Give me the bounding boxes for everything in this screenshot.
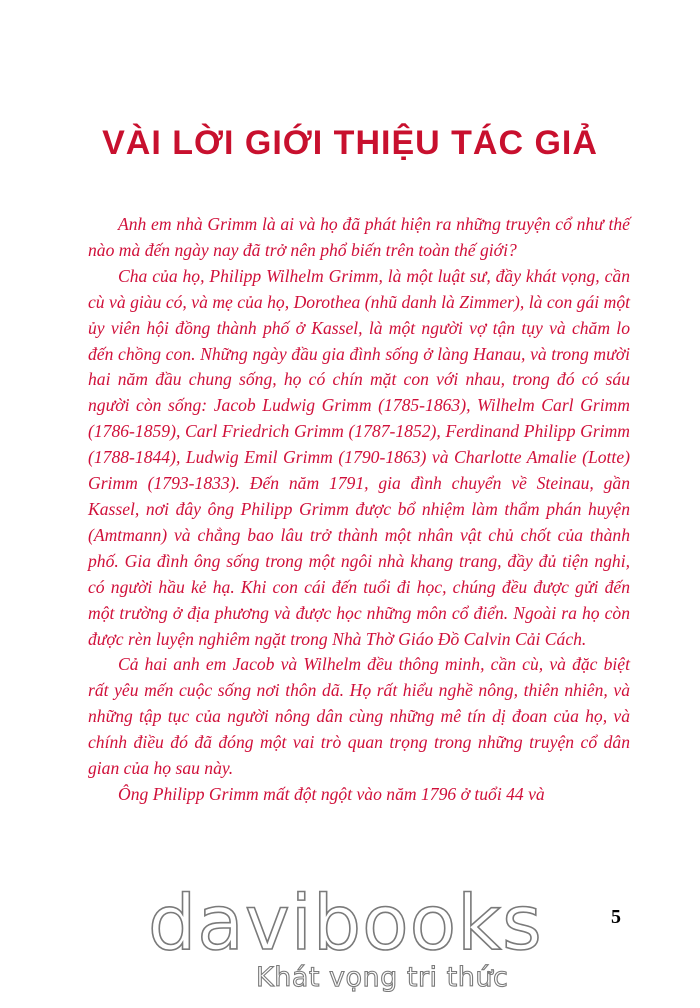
paragraph-3: Cả hai anh em Jacob và Wilhelm đều thông minh, cần cù, và đặc biệt rất yêu mến cuộc sống nơi thôn dã. Họ rất hiểu nghề nông, thiên nhiên, và những tập tục của người nông dân cùng những mê tín dị đoan của họ, và chính điều đó đã đóng một vai trò quan trọng trong những truyện cổ dân gian của họ sau này. [88,654,630,779]
paragraph-2: Cha của họ, Philipp Wilhelm Grimm, là một luật sư, đầy khát vọng, cần cù và giàu có, và mẹ của họ, Dorothea (nhũ danh là Zimmer), là con gái một ủy viên hội đồng thành phố ở Kassel, là một người vợ tận tụy và chăm lo đến chồng con. Những ngày đầu gia đình sống ở làng Hanau, và trong mười hai năm đầu chung sống, họ có chín mặt con với nhau, trong đó có sáu người còn sống: Jacob Ludwig Grimm (1785-1863), Wilhelm Carl Grimm (1786-1859), Carl Friedrich Grimm (1787-1852), Ferdinand Philipp Grimm (1788-1844), Ludwig Emil Grimm (1790-1863) và Charlotte Amalie (Lotte) Grimm (1793-1833). Đến năm 1791, gia đình chuyển về Steinau, gần Kassel, nơi đây ông Philipp Grimm được bổ nhiệm làm thẩm phán huyện (Amtmann) và chẳng bao lâu trở thành một nhân vật chủ chốt của thành phố. Gia đình ông sống trong một ngôi nhà khang trang, đầy đủ tiện nghi, có người hầu kẻ hạ. Khi con cái đến tuổi đi học, chúng đều được gửi đến một trường ở địa phương và được học những môn cổ điển. Ngoài ra họ còn được rèn luyện nghiêm ngặt trong Nhà Thờ Giáo Đồ Calvin Cải Cách. [88,265,630,649]
watermark [0,878,700,1008]
watermark-brand: davibooks [148,878,543,967]
chapter-title: VÀI LỜI GIỚI THIỆU TÁC GIẢ [102,124,598,162]
paragraph-1: Anh em nhà Grimm là ai và họ đã phát hiện ra những truyện cổ như thế nào mà đến ngày nay đã trở nên phổ biến trên toàn thế giới? [88,214,630,260]
body-text [88,212,630,808]
watermark-tagline: Khát vọng tri thức [256,962,509,993]
paragraph-4: Ông Philipp Grimm mất đột ngột vào năm 1796 ở tuổi 44 và [118,783,545,804]
page-number: 5 [611,906,621,928]
